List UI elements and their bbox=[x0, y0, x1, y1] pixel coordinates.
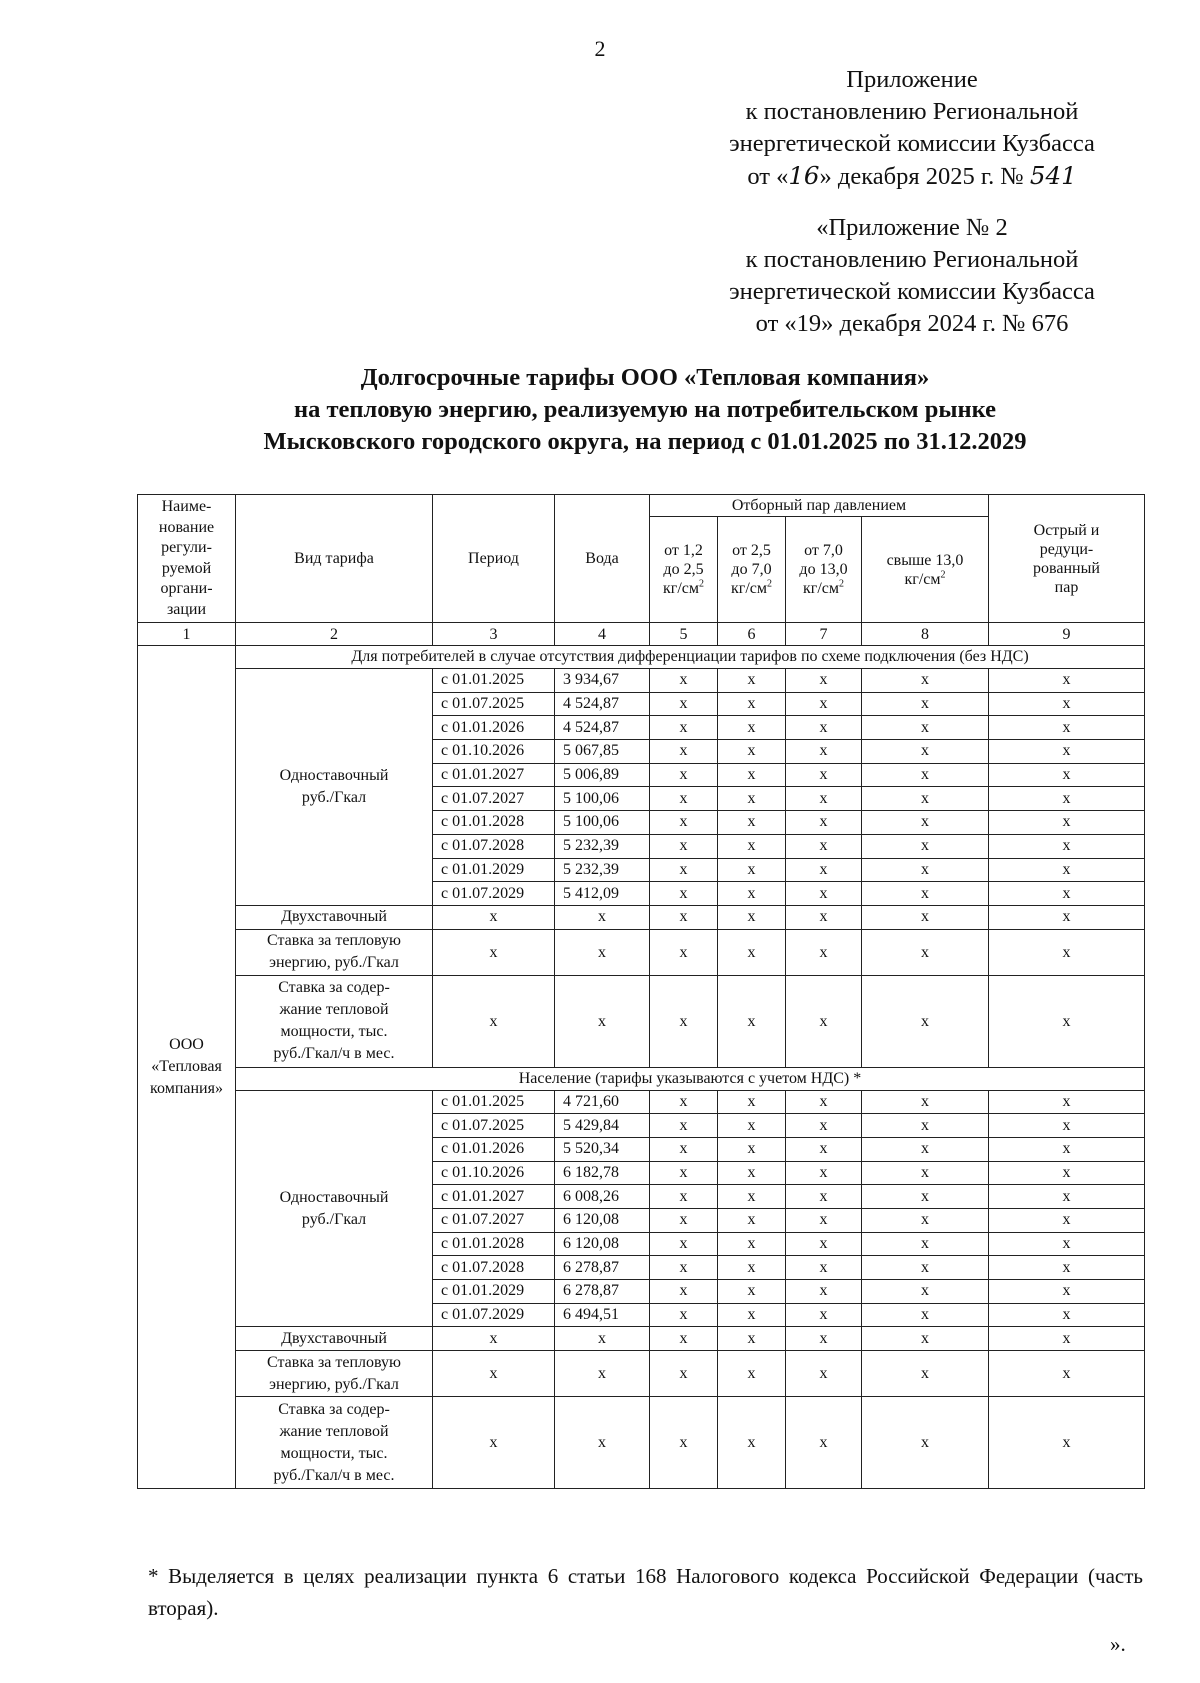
water-tariff-value: 5 067,85 bbox=[555, 740, 650, 764]
x-mark: х bbox=[786, 1327, 862, 1351]
x-mark: х bbox=[650, 1161, 718, 1185]
x-mark: х bbox=[718, 1137, 786, 1161]
x-mark: х bbox=[989, 1232, 1145, 1256]
x-mark: х bbox=[786, 787, 862, 811]
header-water: Вода bbox=[555, 495, 650, 623]
period-cell: с 01.07.2025 bbox=[433, 692, 555, 716]
water-tariff-value: 5 520,34 bbox=[555, 1137, 650, 1161]
x-mark: х bbox=[862, 929, 989, 975]
period-cell: с 01.01.2028 bbox=[433, 1232, 555, 1256]
section-population-title: Население (тарифы указываются с учетом НДС) * bbox=[236, 1067, 1145, 1090]
column-number-7: 7 bbox=[786, 623, 862, 646]
x-mark: х bbox=[433, 905, 555, 929]
x-mark: х bbox=[862, 1185, 989, 1209]
period-cell: с 01.07.2029 bbox=[433, 1303, 555, 1327]
period-cell: с 01.01.2026 bbox=[433, 716, 555, 740]
x-mark: х bbox=[555, 929, 650, 975]
water-tariff-value: 5 232,39 bbox=[555, 858, 650, 882]
period-cell: с 01.01.2026 bbox=[433, 1137, 555, 1161]
x-mark: х bbox=[862, 740, 989, 764]
x-mark: х bbox=[650, 716, 718, 740]
period-cell: с 01.10.2026 bbox=[433, 1161, 555, 1185]
x-mark: х bbox=[862, 1209, 989, 1233]
x-mark: х bbox=[989, 669, 1145, 693]
x-mark: х bbox=[650, 1327, 718, 1351]
footnote: * Выделяется в целях реализации пункта 6 статьи 168 Налогового кодекса Российской Федерации (часть вторая). bbox=[148, 1564, 1143, 1620]
appendix-title: Приложение bbox=[846, 66, 978, 93]
x-mark: х bbox=[786, 1256, 862, 1280]
x-mark: х bbox=[862, 763, 989, 787]
x-mark: х bbox=[650, 929, 718, 975]
document-title bbox=[140, 362, 1150, 458]
period-cell: с 01.01.2025 bbox=[433, 669, 555, 693]
period-cell: с 01.07.2025 bbox=[433, 1114, 555, 1138]
header-steam-7-13: от 7,0 до 13,0 $кг/см^2$ bbox=[786, 517, 862, 623]
x-mark: х bbox=[718, 811, 786, 835]
x-mark: х bbox=[989, 763, 1145, 787]
column-number-4: 4 bbox=[555, 623, 650, 646]
x-mark: х bbox=[786, 882, 862, 906]
x-mark: х bbox=[786, 1397, 862, 1489]
x-mark: х bbox=[862, 1114, 989, 1138]
header-steam-1-2-5: от 1,2 до 2,5 $кг/см^2$ bbox=[650, 517, 718, 623]
period-cell: с 01.01.2027 bbox=[433, 763, 555, 787]
two-rate-row bbox=[138, 905, 1145, 929]
period-cell: с 01.07.2029 bbox=[433, 882, 555, 906]
x-mark: х bbox=[650, 975, 718, 1067]
x-mark: х bbox=[650, 1397, 718, 1489]
handwritten-number: 541 bbox=[1029, 161, 1077, 190]
x-mark: х bbox=[555, 1351, 650, 1397]
x-mark: х bbox=[989, 740, 1145, 764]
section-no-differentiation-title: Для потребителей в случае отсутствия дифференциации тарифов по схеме подключения (без НДС) bbox=[236, 646, 1145, 669]
x-mark: х bbox=[650, 1137, 718, 1161]
header-sharp-steam: Острый и редуци- рованный пар bbox=[989, 495, 1145, 623]
x-mark: х bbox=[862, 1256, 989, 1280]
x-mark: х bbox=[718, 1114, 786, 1138]
x-mark: х bbox=[718, 1303, 786, 1327]
water-tariff-value: 6 120,08 bbox=[555, 1209, 650, 1233]
x-mark: х bbox=[650, 1303, 718, 1327]
x-mark: х bbox=[862, 1303, 989, 1327]
x-mark: х bbox=[786, 1185, 862, 1209]
x-mark: х bbox=[989, 1137, 1145, 1161]
column-numbers-row bbox=[138, 623, 1145, 646]
x-mark: х bbox=[989, 1280, 1145, 1304]
energy-rate-label: Ставка за тепловую энергию, руб./Гкал bbox=[236, 929, 433, 975]
column-number-6: 6 bbox=[718, 623, 786, 646]
x-mark: х bbox=[786, 905, 862, 929]
x-mark: х bbox=[650, 1256, 718, 1280]
water-tariff-value: 6 278,87 bbox=[555, 1280, 650, 1304]
x-mark: х bbox=[862, 716, 989, 740]
original-appendix-line3: энергетической комиссии Кузбасса bbox=[729, 278, 1095, 305]
x-mark: х bbox=[718, 1185, 786, 1209]
water-tariff-value: 4 721,60 bbox=[555, 1090, 650, 1114]
x-mark: х bbox=[718, 858, 786, 882]
x-mark: х bbox=[433, 1327, 555, 1351]
water-tariff-value: 5 100,06 bbox=[555, 811, 650, 835]
x-mark: х bbox=[786, 1232, 862, 1256]
x-mark: х bbox=[989, 834, 1145, 858]
x-mark: х bbox=[718, 1351, 786, 1397]
x-mark: х bbox=[718, 787, 786, 811]
x-mark: х bbox=[650, 669, 718, 693]
x-mark: х bbox=[650, 763, 718, 787]
x-mark: х bbox=[650, 811, 718, 835]
organization-name: ООО «Тепловая компания» bbox=[138, 646, 236, 1489]
x-mark: х bbox=[650, 1232, 718, 1256]
x-mark: х bbox=[718, 1397, 786, 1489]
water-tariff-value: 6 008,26 bbox=[555, 1185, 650, 1209]
x-mark: х bbox=[989, 1303, 1145, 1327]
x-mark: х bbox=[862, 905, 989, 929]
x-mark: х bbox=[786, 1137, 862, 1161]
title-line-2: на тепловую энергию, реализуемую на потребительском рынке bbox=[294, 396, 996, 423]
column-number-3: 3 bbox=[433, 623, 555, 646]
column-number-9: 9 bbox=[989, 623, 1145, 646]
x-mark: х bbox=[989, 1397, 1145, 1489]
period-cell: с 01.01.2027 bbox=[433, 1185, 555, 1209]
column-number-8: 8 bbox=[862, 623, 989, 646]
x-mark: х bbox=[786, 834, 862, 858]
x-mark: х bbox=[650, 1280, 718, 1304]
x-mark: х bbox=[989, 1185, 1145, 1209]
x-mark: х bbox=[718, 905, 786, 929]
x-mark: х bbox=[989, 975, 1145, 1067]
x-mark: х bbox=[989, 1327, 1145, 1351]
period-cell: с 01.01.2028 bbox=[433, 811, 555, 835]
x-mark: х bbox=[786, 1161, 862, 1185]
x-mark: х bbox=[862, 1397, 989, 1489]
appendix-header bbox=[702, 64, 1122, 193]
x-mark: х bbox=[862, 834, 989, 858]
energy-rate-row bbox=[138, 929, 1145, 975]
x-mark: х bbox=[555, 975, 650, 1067]
x-mark: х bbox=[989, 882, 1145, 906]
x-mark: х bbox=[786, 1090, 862, 1114]
capacity-rate-label: Ставка за содер- жание тепловой мощности, тыс. руб./Гкал/ч в мес. bbox=[236, 1397, 433, 1489]
period-cell: с 01.07.2027 bbox=[433, 787, 555, 811]
two-rate-tariff-label: Двухставочный bbox=[236, 1327, 433, 1351]
title-line-3: Мысковского городского округа, на период с 01.01.2025 по 31.12.2029 bbox=[263, 428, 1027, 455]
header-tariff-type: Вид тарифа bbox=[236, 495, 433, 623]
x-mark: х bbox=[650, 787, 718, 811]
x-mark: х bbox=[786, 740, 862, 764]
x-mark: х bbox=[650, 1185, 718, 1209]
x-mark: х bbox=[786, 716, 862, 740]
x-mark: х bbox=[862, 1280, 989, 1304]
water-tariff-value: 5 006,89 bbox=[555, 763, 650, 787]
title-line-1: Долгосрочные тарифы ООО «Тепловая компания» bbox=[360, 364, 930, 391]
x-mark: х bbox=[718, 1327, 786, 1351]
x-mark: х bbox=[786, 929, 862, 975]
original-appendix-title: «Приложение № 2 bbox=[816, 214, 1008, 241]
x-mark: х bbox=[989, 1351, 1145, 1397]
original-appendix-line2: к постановлению Региональной bbox=[745, 246, 1079, 273]
x-mark: х bbox=[555, 1397, 650, 1489]
capacity-rate-row bbox=[138, 1397, 1145, 1489]
x-mark: х bbox=[650, 692, 718, 716]
tariff-table bbox=[137, 494, 1145, 1489]
water-tariff-value: 6 278,87 bbox=[555, 1256, 650, 1280]
x-mark: х bbox=[786, 1351, 862, 1397]
page-number: 2 bbox=[594, 36, 606, 61]
x-mark: х bbox=[650, 740, 718, 764]
period-cell: с 01.01.2029 bbox=[433, 858, 555, 882]
capacity-rate-row bbox=[138, 975, 1145, 1067]
x-mark: х bbox=[862, 1327, 989, 1351]
x-mark: х bbox=[786, 811, 862, 835]
period-cell: с 01.07.2028 bbox=[433, 834, 555, 858]
period-cell: с 01.10.2026 bbox=[433, 740, 555, 764]
x-mark: х bbox=[989, 1161, 1145, 1185]
x-mark: х bbox=[433, 1397, 555, 1489]
two-rate-row bbox=[138, 1327, 1145, 1351]
x-mark: х bbox=[989, 1256, 1145, 1280]
x-mark: х bbox=[718, 1232, 786, 1256]
appendix-line2: к постановлению Региональной bbox=[745, 98, 1079, 125]
column-number-1: 1 bbox=[138, 623, 236, 646]
x-mark: х bbox=[862, 787, 989, 811]
x-mark: х bbox=[650, 882, 718, 906]
x-mark: х bbox=[989, 1209, 1145, 1233]
x-mark: х bbox=[862, 1137, 989, 1161]
x-mark: х bbox=[786, 669, 862, 693]
x-mark: х bbox=[862, 811, 989, 835]
section-population-title-row bbox=[138, 1067, 1145, 1090]
two-rate-tariff-label: Двухставочный bbox=[236, 905, 433, 929]
x-mark: х bbox=[718, 1209, 786, 1233]
x-mark: х bbox=[989, 858, 1145, 882]
x-mark: х bbox=[989, 905, 1145, 929]
x-mark: х bbox=[786, 1303, 862, 1327]
x-mark: х bbox=[989, 1114, 1145, 1138]
x-mark: х bbox=[862, 1090, 989, 1114]
x-mark: х bbox=[718, 716, 786, 740]
x-mark: х bbox=[650, 1090, 718, 1114]
x-mark: х bbox=[989, 1090, 1145, 1114]
x-mark: х bbox=[433, 1351, 555, 1397]
x-mark: х bbox=[862, 692, 989, 716]
x-mark: х bbox=[718, 740, 786, 764]
x-mark: х bbox=[650, 1351, 718, 1397]
x-mark: х bbox=[786, 1280, 862, 1304]
original-appendix-header bbox=[702, 212, 1122, 340]
x-mark: х bbox=[718, 669, 786, 693]
closing-quote: ». bbox=[1110, 1632, 1126, 1656]
one-rate-tariff-label: Одноставочный руб./Гкал bbox=[236, 669, 433, 906]
x-mark: х bbox=[786, 763, 862, 787]
x-mark: х bbox=[650, 834, 718, 858]
x-mark: х bbox=[718, 834, 786, 858]
x-mark: х bbox=[862, 1232, 989, 1256]
header-steam-over-13: свыше 13,0 $кг/см^2$ bbox=[862, 517, 989, 623]
x-mark: х bbox=[862, 882, 989, 906]
water-tariff-value: 5 100,06 bbox=[555, 787, 650, 811]
header-steam-group: Отборный пар давлением bbox=[650, 495, 989, 517]
handwritten-day: 16 bbox=[788, 161, 820, 190]
x-mark: х bbox=[718, 1090, 786, 1114]
x-mark: х bbox=[862, 975, 989, 1067]
x-mark: х bbox=[786, 858, 862, 882]
period-cell: с 01.07.2028 bbox=[433, 1256, 555, 1280]
water-tariff-value: 4 524,87 bbox=[555, 716, 650, 740]
x-mark: х bbox=[433, 975, 555, 1067]
water-tariff-value: 5 412,09 bbox=[555, 882, 650, 906]
x-mark: х bbox=[862, 1161, 989, 1185]
x-mark: х bbox=[786, 1114, 862, 1138]
appendix-line3: энергетической комиссии Кузбасса bbox=[729, 130, 1095, 157]
x-mark: х bbox=[786, 975, 862, 1067]
header-organization: Наиме- нование регули- руемой органи- зации bbox=[138, 495, 236, 623]
x-mark: х bbox=[862, 858, 989, 882]
x-mark: х bbox=[989, 929, 1145, 975]
x-mark: х bbox=[862, 1351, 989, 1397]
water-tariff-value: 5 429,84 bbox=[555, 1114, 650, 1138]
header-period: Период bbox=[433, 495, 555, 623]
x-mark: х bbox=[718, 763, 786, 787]
x-mark: х bbox=[433, 929, 555, 975]
water-tariff-value: 6 120,08 bbox=[555, 1232, 650, 1256]
water-tariff-value: 5 232,39 bbox=[555, 834, 650, 858]
x-mark: х bbox=[718, 692, 786, 716]
x-mark: х bbox=[989, 811, 1145, 835]
x-mark: х bbox=[555, 1327, 650, 1351]
x-mark: х bbox=[718, 1161, 786, 1185]
x-mark: х bbox=[718, 882, 786, 906]
one-rate-tariff-label: Одноставочный руб./Гкал bbox=[236, 1090, 433, 1327]
header-steam-2-5-7: от 2,5 до 7,0 $кг/см^2$ bbox=[718, 517, 786, 623]
water-tariff-value: 6 182,78 bbox=[555, 1161, 650, 1185]
energy-rate-label: Ставка за тепловую энергию, руб./Гкал bbox=[236, 1351, 433, 1397]
x-mark: х bbox=[786, 692, 862, 716]
x-mark: х bbox=[718, 975, 786, 1067]
x-mark: х bbox=[989, 692, 1145, 716]
column-number-5: 5 bbox=[650, 623, 718, 646]
x-mark: х bbox=[555, 905, 650, 929]
period-cell: с 01.07.2027 bbox=[433, 1209, 555, 1233]
x-mark: х bbox=[650, 905, 718, 929]
x-mark: х bbox=[650, 1209, 718, 1233]
table-row bbox=[138, 1090, 1145, 1114]
x-mark: х bbox=[786, 1209, 862, 1233]
period-cell: с 01.01.2025 bbox=[433, 1090, 555, 1114]
capacity-rate-label: Ставка за содер- жание тепловой мощности, тыс. руб./Гкал/ч в мес. bbox=[236, 975, 433, 1067]
water-tariff-value: 6 494,51 bbox=[555, 1303, 650, 1327]
x-mark: х bbox=[650, 858, 718, 882]
x-mark: х bbox=[718, 929, 786, 975]
original-appendix-date: от «19» декабря 2024 г. № 676 bbox=[755, 310, 1069, 337]
x-mark: х bbox=[718, 1280, 786, 1304]
period-cell: с 01.01.2029 bbox=[433, 1280, 555, 1304]
column-number-2: 2 bbox=[236, 623, 433, 646]
x-mark: х bbox=[989, 716, 1145, 740]
energy-rate-row bbox=[138, 1351, 1145, 1397]
appendix-date-line: от «16» декабря 2025 г. № 541 bbox=[747, 161, 1077, 190]
x-mark: х bbox=[989, 787, 1145, 811]
water-tariff-value: 4 524,87 bbox=[555, 692, 650, 716]
x-mark: х bbox=[718, 1256, 786, 1280]
x-mark: х bbox=[862, 669, 989, 693]
section-no-differentiation-title-row bbox=[138, 646, 1145, 669]
x-mark: х bbox=[650, 1114, 718, 1138]
water-tariff-value: 3 934,67 bbox=[555, 669, 650, 693]
table-row bbox=[138, 669, 1145, 693]
